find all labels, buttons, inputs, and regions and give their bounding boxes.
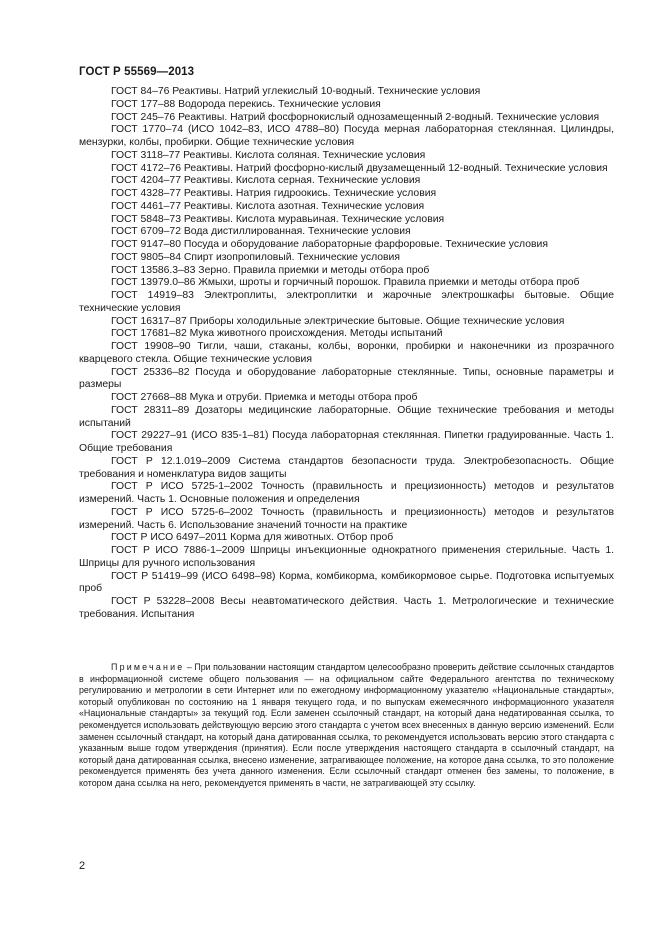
reference-item: ГОСТ Р ИСО 6497–2011 Корма для животных. Отбор проб	[111, 532, 394, 544]
reference-item: ГОСТ 5848–73 Реактивы. Кислота муравьиная. Технические условия	[111, 213, 445, 225]
reference-item: ГОСТ 27668–88 Мука и отруби. Приемка и методы отбора проб	[111, 392, 418, 403]
reference-item: ГОСТ 13979.0–86 Жмыхи, шроты и горчичный порошок. Правила приемки и методы отбора проб	[111, 277, 580, 289]
note-paragraph	[79, 662, 614, 790]
reference-item: ГОСТ 4328–77 Реактивы. Натрия гидроокись. Технические условия	[111, 188, 437, 199]
reference-item: ГОСТ 14919–83 Электроплиты, электроплитки и жарочные электрошкафы бытовые. Общие технические условия	[79, 290, 614, 314]
reference-item: ГОСТ Р 12.1.019–2009 Система стандартов безопасности труда. Электробезопасность. Общие требования и номенклатура видов защиты	[79, 455, 614, 480]
reference-item: ГОСТ 245–76 Реактивы. Натрий фосфорнокислый однозамещенный 2-водный. Технические условия	[111, 111, 600, 123]
page-header: ГОСТ Р 55569—2013	[79, 66, 195, 78]
reference-item: ГОСТ 9147–80 Посуда и оборудование лабораторные фарфоровые. Технические условия	[111, 239, 548, 250]
reference-item: ГОСТ 19908–90 Тигли, чаши, стаканы, колбы, воронки, пробирки и наконечники из прозрачного кварцевого стекла. Общие технические условия	[79, 341, 614, 365]
reference-item: ГОСТ 28311–89 Дозаторы медицинские лабораторные. Общие технические требования и методы испытаний	[79, 404, 614, 429]
reference-item: ГОСТ 1770–74 (ИСО 1042–83, ИСО 4788–80) Посуда мерная лабораторная стеклянная. Цилиндры, мензурки, колбы, пробирки. Общие технические условия	[79, 124, 614, 148]
reference-item: ГОСТ 25336–82 Посуда и оборудование лабораторные стеклянные. Типы, основные параметры и размеры	[79, 366, 614, 391]
reference-item: ГОСТ Р 53228–2008 Весы неавтоматического действия. Часть 1. Метрологические и технические требования. Испытания	[79, 596, 614, 620]
reference-item: ГОСТ 4461–77 Реактивы. Кислота азотная. Технические условия	[111, 200, 425, 212]
reference-item: ГОСТ 4172–76 Реактивы. Натрий фосфорно-кислый двузамещенный 12-водный. Технические условия	[111, 162, 608, 174]
note-label: Примечание	[111, 662, 185, 672]
normative-references-list	[79, 86, 614, 622]
reference-item: ГОСТ 3118–77 Реактивы. Кислота соляная. Технические условия	[111, 149, 426, 161]
reference-item: ГОСТ 177–88 Водорода перекись. Технические условия	[111, 98, 381, 110]
reference-item: ГОСТ 4204–77 Реактивы. Кислота серная. Технические условия	[111, 175, 421, 187]
page-number: 2	[79, 860, 86, 872]
reference-item: ГОСТ 13586.3–83 Зерно. Правила приемки и методы отбора проб	[111, 264, 430, 276]
reference-item: ГОСТ Р ИСО 7886-1–2009 Шприцы инъекционные однократного применения стерильные. Часть 1. Шприцы для ручного использования	[79, 545, 614, 569]
reference-item: ГОСТ Р 51419–99 (ИСО 6498–98) Корма, комбикорма, комбикормовое сырье. Подготовка испытуемых проб	[79, 570, 614, 595]
reference-item: ГОСТ 6709–72 Вода дистиллированная. Технические условия	[111, 226, 411, 238]
note-text: – При пользовании настоящим стандартом целесообразно проверить действие ссылочных стандартов в информационной системе общего пользования — на официальном сайте Федерального агентства по техническому регулированию и метрологии в сети Интернет или по ежегодному информационному указателю «Национальные стандарты», который опубликован по состоянию на 1 января текущего года, и по выпускам ежемесячного информационного указателя «Национальные стандарты» за текущий год. Если заменен ссылочный стандарт, на который дана недатированная ссылка, то рекомендуется использовать действующую версию этого стандарта с учетом всех внесенных в данную версию изменений. Если заменен ссылочный стандарт, на который дана датированная ссылка, то рекомендуется использовать версию этого стандарта с указанным выше годом утверждения (принятия). Если после утверждения настоящего стандарта в ссылочный стандарт, на который дана датированная ссылка, внесено изменение, затрагивающее положение, на которое дана ссылка, то это положение рекомендуется применять без учета данного изменения. Если ссылочный стандарт отменен без замены, то положение, в котором дана ссылка на него, рекомендуется применять в части, не затрагивающей эту ссылку.	[79, 662, 614, 788]
reference-item: ГОСТ 16317–87 Приборы холодильные электрические бытовые. Общие технические условия	[111, 315, 565, 327]
reference-item: ГОСТ 84–76 Реактивы. Натрий углекислый 10-водный. Технические условия	[111, 86, 481, 97]
reference-item: ГОСТ 17681–82 Мука животного происхождения. Методы испытаний	[111, 328, 443, 340]
reference-item: ГОСТ Р ИСО 5725-1–2002 Точность (правильность и прецизионность) методов и результатов измерений. Часть 1. Основные положения и определения	[79, 481, 614, 505]
reference-item: ГОСТ 9805–84 Спирт изопропиловый. Технические условия	[111, 251, 400, 263]
reference-item: ГОСТ Р ИСО 5725-6–2002 Точность (правильность и прецизионность) методов и результатов измерений. Часть 6. Использование значений точности на практике	[79, 506, 614, 531]
reference-item: ГОСТ 29227–91 (ИСО 835-1–81) Посуда лабораторная стеклянная. Пипетки градуированные. Часть 1. Общие требования	[79, 430, 614, 454]
